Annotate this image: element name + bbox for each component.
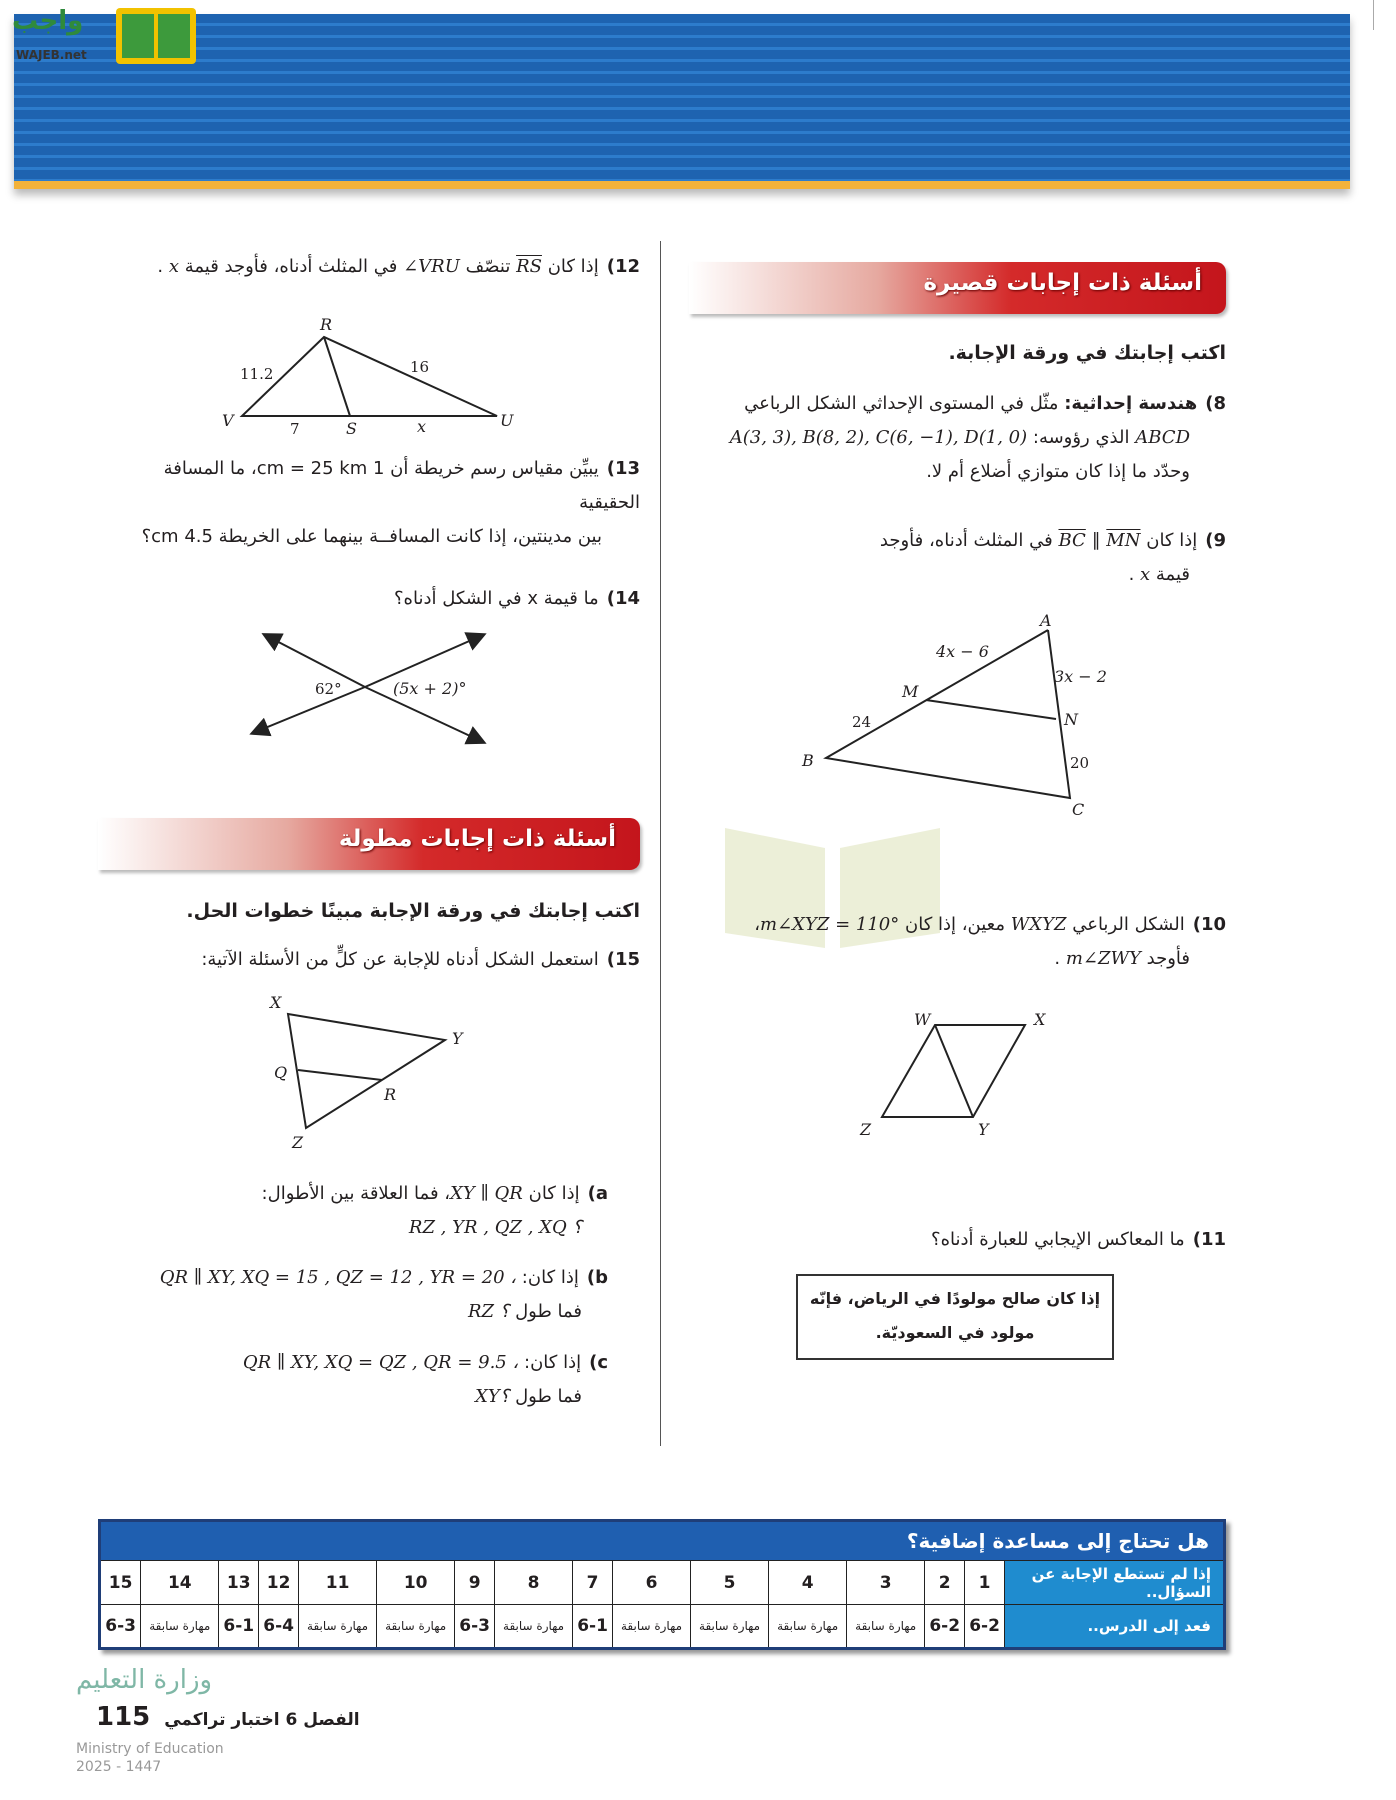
help-lesson-cell: 6-1 xyxy=(573,1605,613,1649)
short-instruction: اكتب إجابتك في ورقة الإجابة. xyxy=(948,342,1226,364)
question-8: 8)هندسة إحداثية: مثّل في المستوى الإحداثي الشكل الرباعي ABCD الذي رؤوسه: A(3, 3), B(8, 2), C(6, −1), D(1, 0) وحدّد ما إذا كان متوازي أضلاع أم لا. xyxy=(729,393,1226,482)
svg-text:Y: Y xyxy=(978,1120,989,1139)
segment-mn xyxy=(926,700,1056,719)
help-question-cell: 8 xyxy=(495,1561,573,1605)
svg-text:(5x + 2)°: (5x + 2)° xyxy=(393,679,467,698)
svg-text:11.2: 11.2 xyxy=(240,365,274,383)
question-14: 14)ما قيمة x في الشكل أدناه؟ xyxy=(393,588,640,609)
help-question-cell: 14 xyxy=(141,1561,219,1605)
question-15b: b)إذا كان: QR ∥ XY, XQ = 15 , QZ = 12 , YR = 20 ، فما طول RZ ؟ xyxy=(159,1267,608,1322)
label-mb: 24 xyxy=(852,713,872,731)
long-instruction: اكتب إجابتك في ورقة الإجابة مبينًا خطوات الحل. xyxy=(186,900,640,922)
label-am: 4x − 6 xyxy=(936,642,989,661)
help-lesson-cell: مهارة سابقة xyxy=(691,1605,769,1649)
question-13: 13)يبيِّن مقياس رسم خريطة أن 1 cm = 25 km، ما المسافة الحقيقية بين مدينتين، إذا كانت المسافــة بينهما على الخريطة 4.5 cm؟ xyxy=(141,458,640,547)
help-lesson-cell: 6-3 xyxy=(100,1605,141,1649)
question-10: 10)الشكل الرباعي WXYZ معين، إذا كان m∠XYZ = 110°، فأوجد m∠ZWY . xyxy=(754,914,1226,969)
help-question-cell: 15 xyxy=(100,1561,141,1605)
svg-text:16: 16 xyxy=(410,358,430,376)
short-answer-header: أسئلة ذات إجابات قصيرة xyxy=(689,262,1226,314)
crop-mark xyxy=(1373,0,1374,30)
svg-text:Q: Q xyxy=(274,1063,288,1082)
rhombus-wxyz-figure xyxy=(850,1005,1050,1140)
help-question-cell: 9 xyxy=(455,1561,495,1605)
label-a: A xyxy=(1040,611,1052,630)
page-footer: الفصل 6 اختبار تراكمي 115 xyxy=(96,1702,360,1732)
triangle-abc-figure xyxy=(790,605,1120,825)
help-lesson-cell: 6-2 xyxy=(965,1605,1005,1649)
extra-help-table xyxy=(98,1519,1226,1650)
segment-qr xyxy=(298,1070,382,1080)
help-row2-label: فعد إلى الدرس.. xyxy=(1005,1605,1225,1649)
question-15c: c)إذا كان: QR ∥ XY, XQ = QZ , QR = 9.5 ، فما طول XY؟ xyxy=(242,1352,608,1407)
svg-text:W: W xyxy=(914,1010,931,1029)
svg-text:62°: 62° xyxy=(315,680,342,698)
help-lesson-cell: مهارة سابقة xyxy=(613,1605,691,1649)
book-icon xyxy=(116,8,196,64)
label-b: B xyxy=(802,751,814,770)
help-row1-label: إذا لم تستطع الإجابة عن السؤال.. xyxy=(1005,1561,1225,1605)
help-question-cell: 10 xyxy=(377,1561,455,1605)
help-question-cell: 2 xyxy=(925,1561,965,1605)
help-lesson-cell: 6-1 xyxy=(219,1605,259,1649)
triangle-xyz-figure xyxy=(260,990,480,1155)
svg-text:R: R xyxy=(320,315,333,334)
help-lesson-cell: مهارة سابقة xyxy=(141,1605,219,1649)
help-lesson-cell: مهارة سابقة xyxy=(495,1605,573,1649)
svg-text:U: U xyxy=(500,411,514,430)
svg-text:7: 7 xyxy=(290,420,300,438)
help-question-cell: 1 xyxy=(965,1561,1005,1605)
statement-box: إذا كان صالح مولودًا في الرياض، فإنّه مولود في السعوديّة. xyxy=(796,1274,1114,1360)
question-15a: a)إذا كان XY ∥ QR، فما العلاقة بين الأطوال: RZ , YR , QZ , XQ ؟ xyxy=(261,1183,608,1238)
help-question-cell: 7 xyxy=(573,1561,613,1605)
help-lesson-cell: مهارة سابقة xyxy=(769,1605,847,1649)
svg-text:x: x xyxy=(417,417,427,436)
svg-text:X: X xyxy=(270,993,282,1012)
column-divider xyxy=(660,241,661,1446)
ministry-watermark-english: Ministry of Education 2025 - 1447 xyxy=(76,1741,224,1775)
help-lesson-cell: 6-3 xyxy=(455,1605,495,1649)
label-c: C xyxy=(1072,800,1085,819)
help-question-cell: 11 xyxy=(299,1561,377,1605)
ministry-watermark: وزارة التعليم xyxy=(76,1665,213,1695)
long-answer-header: أسئلة ذات إجابات مطولة xyxy=(98,818,640,870)
intersecting-lines-figure xyxy=(245,625,495,755)
help-question-cell: 4 xyxy=(769,1561,847,1605)
help-lesson-cell: مهارة سابقة xyxy=(847,1605,925,1649)
help-question-cell: 13 xyxy=(219,1561,259,1605)
help-question-cell: 12 xyxy=(259,1561,299,1605)
question-12: 12)إذا كان $\overline{RS}$ تنصّف ∠VRU في المثلث أدناه، فأوجد قيمة x . xyxy=(157,256,640,277)
question-15: 15)استعمل الشكل أدناه للإجابة عن كلٍّ من الأسئلة الآتية: xyxy=(201,949,640,970)
label-nc: 20 xyxy=(1070,754,1090,772)
svg-text:Z: Z xyxy=(292,1133,304,1152)
help-lesson-cell: مهارة سابقة xyxy=(377,1605,455,1649)
page-number: 115 xyxy=(96,1702,151,1732)
wajeb-logo[interactable]: واجب WAJEB.net xyxy=(8,4,198,68)
help-question-cell: 3 xyxy=(847,1561,925,1605)
triangle-vru-figure xyxy=(210,310,530,440)
question-9: 9)إذا كان $\overline{BC}$ ∥ $\overline{MN}$ في المثلث أدناه، فأوجد قيمة x . xyxy=(879,530,1226,585)
help-question-cell: 5 xyxy=(691,1561,769,1605)
svg-text:Z: Z xyxy=(860,1120,872,1139)
diagonal-wy xyxy=(935,1025,973,1117)
svg-text:Y: Y xyxy=(452,1029,463,1048)
svg-text:R: R xyxy=(384,1085,397,1104)
label-n: N xyxy=(1064,710,1078,729)
svg-text:X: X xyxy=(1034,1010,1046,1029)
bisector-rs xyxy=(324,337,350,416)
header-banner xyxy=(14,14,1350,189)
question-11: 11)ما المعاكس الإيجابي للعبارة أدناه؟ xyxy=(931,1229,1226,1250)
help-lesson-cell: 6-4 xyxy=(259,1605,299,1649)
svg-text:V: V xyxy=(222,411,234,430)
help-table-title: هل تحتاج إلى مساعدة إضافية؟ xyxy=(100,1521,1225,1561)
label-m: M xyxy=(902,682,919,701)
svg-text:S: S xyxy=(346,419,357,438)
help-lesson-cell: 6-2 xyxy=(925,1605,965,1649)
help-lesson-cell: مهارة سابقة xyxy=(299,1605,377,1649)
help-question-cell: 6 xyxy=(613,1561,691,1605)
label-an: 3x − 2 xyxy=(1054,667,1107,686)
